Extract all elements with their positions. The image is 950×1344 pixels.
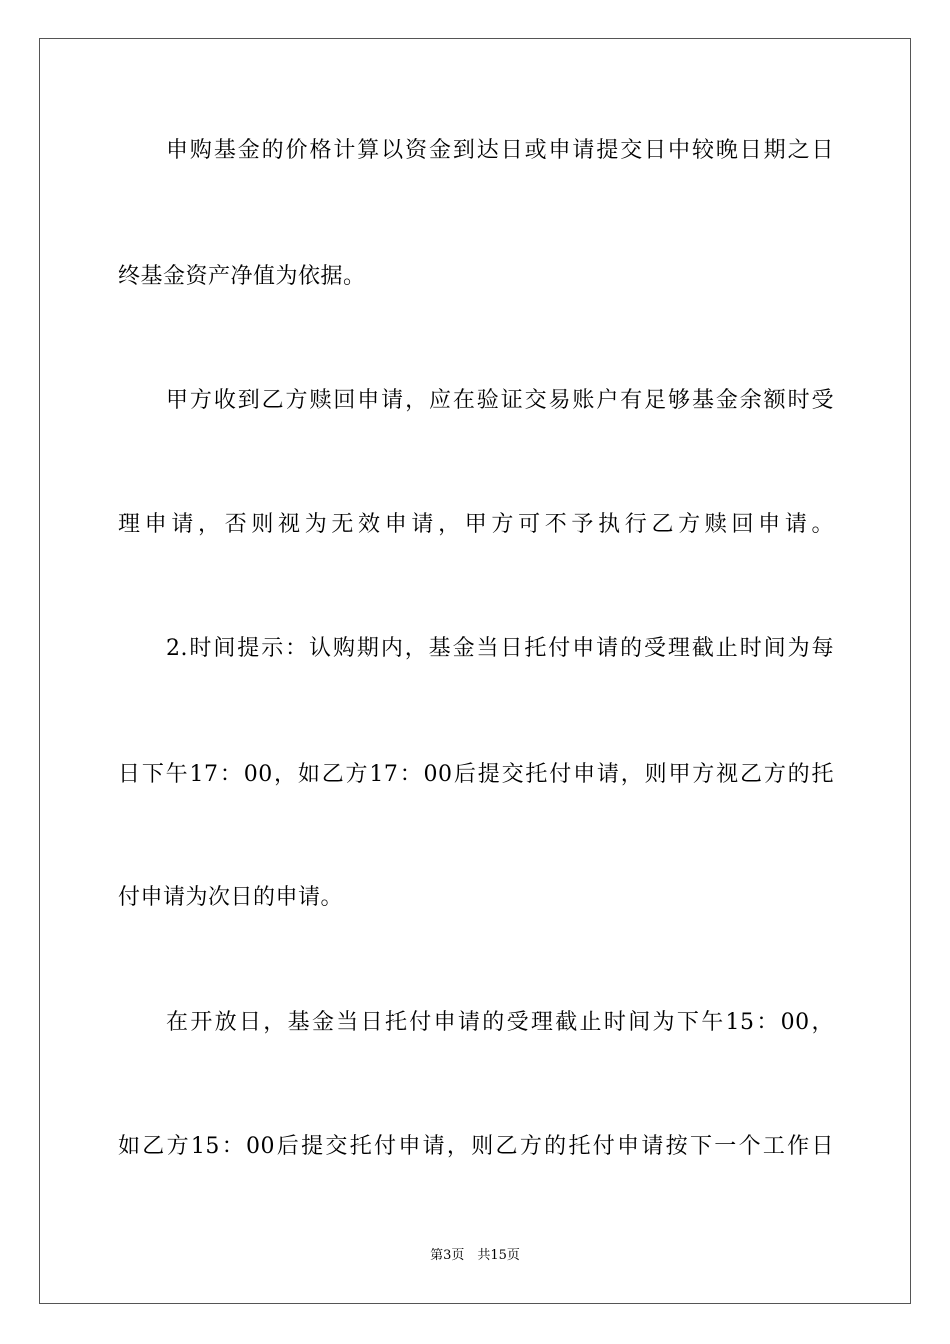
paragraph-line: 申购基金的价格计算以资金到达日或申请提交日中较晚日期之日 (166, 138, 834, 163)
paragraph-line: 付申请为次日的申请。 (118, 885, 344, 910)
page-frame (39, 38, 911, 1304)
paragraph-line: 如乙方15：00后提交托付申请，则乙方的托付申请按下一个工作日 (118, 1134, 834, 1159)
page-number: 第3页 共15页 (430, 1248, 520, 1263)
paragraph-line: 终基金资产净值为依据。 (118, 264, 366, 289)
paragraph-line: 在开放日，基金当日托付申请的受理截止时间为下午15：00， (166, 1010, 834, 1035)
paragraph-line: 甲方收到乙方赎回申请，应在验证交易账户有足够基金余额时受 (166, 388, 834, 413)
paragraph-line: 日下午17：00，如乙方17：00后提交托付申请，则甲方视乙方的托 (118, 762, 834, 787)
paragraph-line: 理申请，否则视为无效申请，甲方可不予执行乙方赎回申请。 (118, 512, 834, 537)
paragraph-line: 2.时间提示：认购期内，基金当日托付申请的受理截止时间为每 (166, 636, 834, 661)
